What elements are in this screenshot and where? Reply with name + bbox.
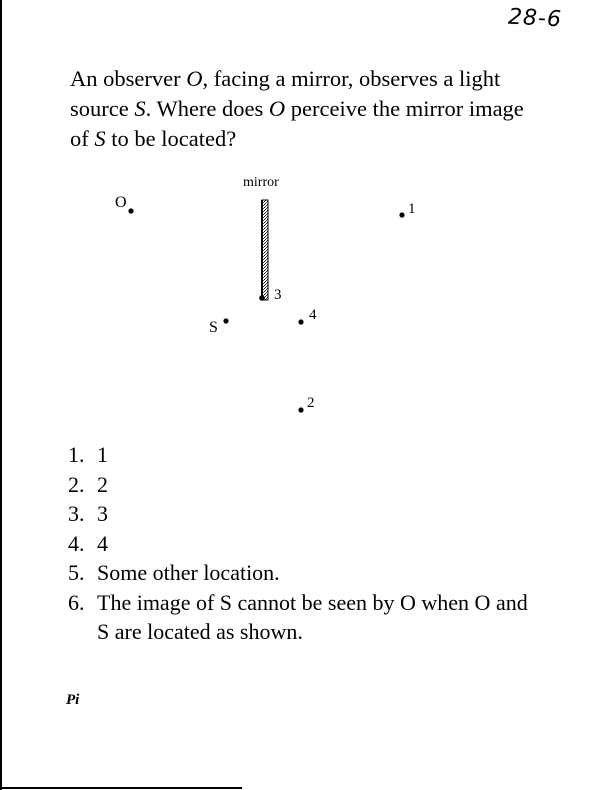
source-label: S [209,319,218,336]
point-4-dot [298,319,303,324]
choice-item[interactable] [68,499,538,529]
observer-symbol: O [186,66,203,91]
choice-number: 3. [68,501,85,526]
answer-choices [68,440,538,647]
choice-item[interactable] [68,440,538,470]
choice-number: 6. [68,589,85,615]
point-3-label: 3 [274,287,282,303]
choice-text: Some other location. [97,560,280,585]
observer-dot [128,208,133,213]
point-2-dot [298,407,303,412]
choice-item[interactable] [68,558,538,588]
choice-item[interactable] [68,529,538,559]
question-part: , facing a mirror, observes a light source [70,66,501,121]
source-symbol: S [134,96,146,121]
point-4-label: 4 [309,307,317,323]
mirror-label: mirror [243,175,279,190]
choice-text: 2 [97,471,108,497]
choice-text: 4 [97,530,108,556]
source-dot [223,318,228,323]
point-2-label: 2 [307,395,315,411]
choice-text: The image of S cannot be seen by O when O and S are located as shown. [97,589,528,644]
question-part: An observer [70,66,187,91]
question-part: to be located? [105,126,237,151]
choice-number: 2. [68,471,85,497]
observer-label: O [115,194,127,211]
choice-number: 1. [68,442,85,467]
choice-number: 5. [68,560,85,585]
observer-symbol: O [268,96,286,121]
choice-item[interactable] [68,588,538,647]
choice-text: 1 [97,442,108,467]
choice-text: 3 [97,501,108,526]
choice-number: 4. [68,530,85,556]
footer-mark: Pi [66,692,80,708]
source-symbol: S [94,126,106,151]
point-1-dot [399,212,404,217]
page-number-handwritten: 28-6 [507,4,563,33]
point-1-label: 1 [408,201,416,217]
mirror [262,200,268,300]
question-part: perceive the mirror image of [70,96,524,151]
question-part: . Where does [145,96,269,121]
choice-item[interactable] [68,470,538,500]
point-3-dot [259,295,265,301]
